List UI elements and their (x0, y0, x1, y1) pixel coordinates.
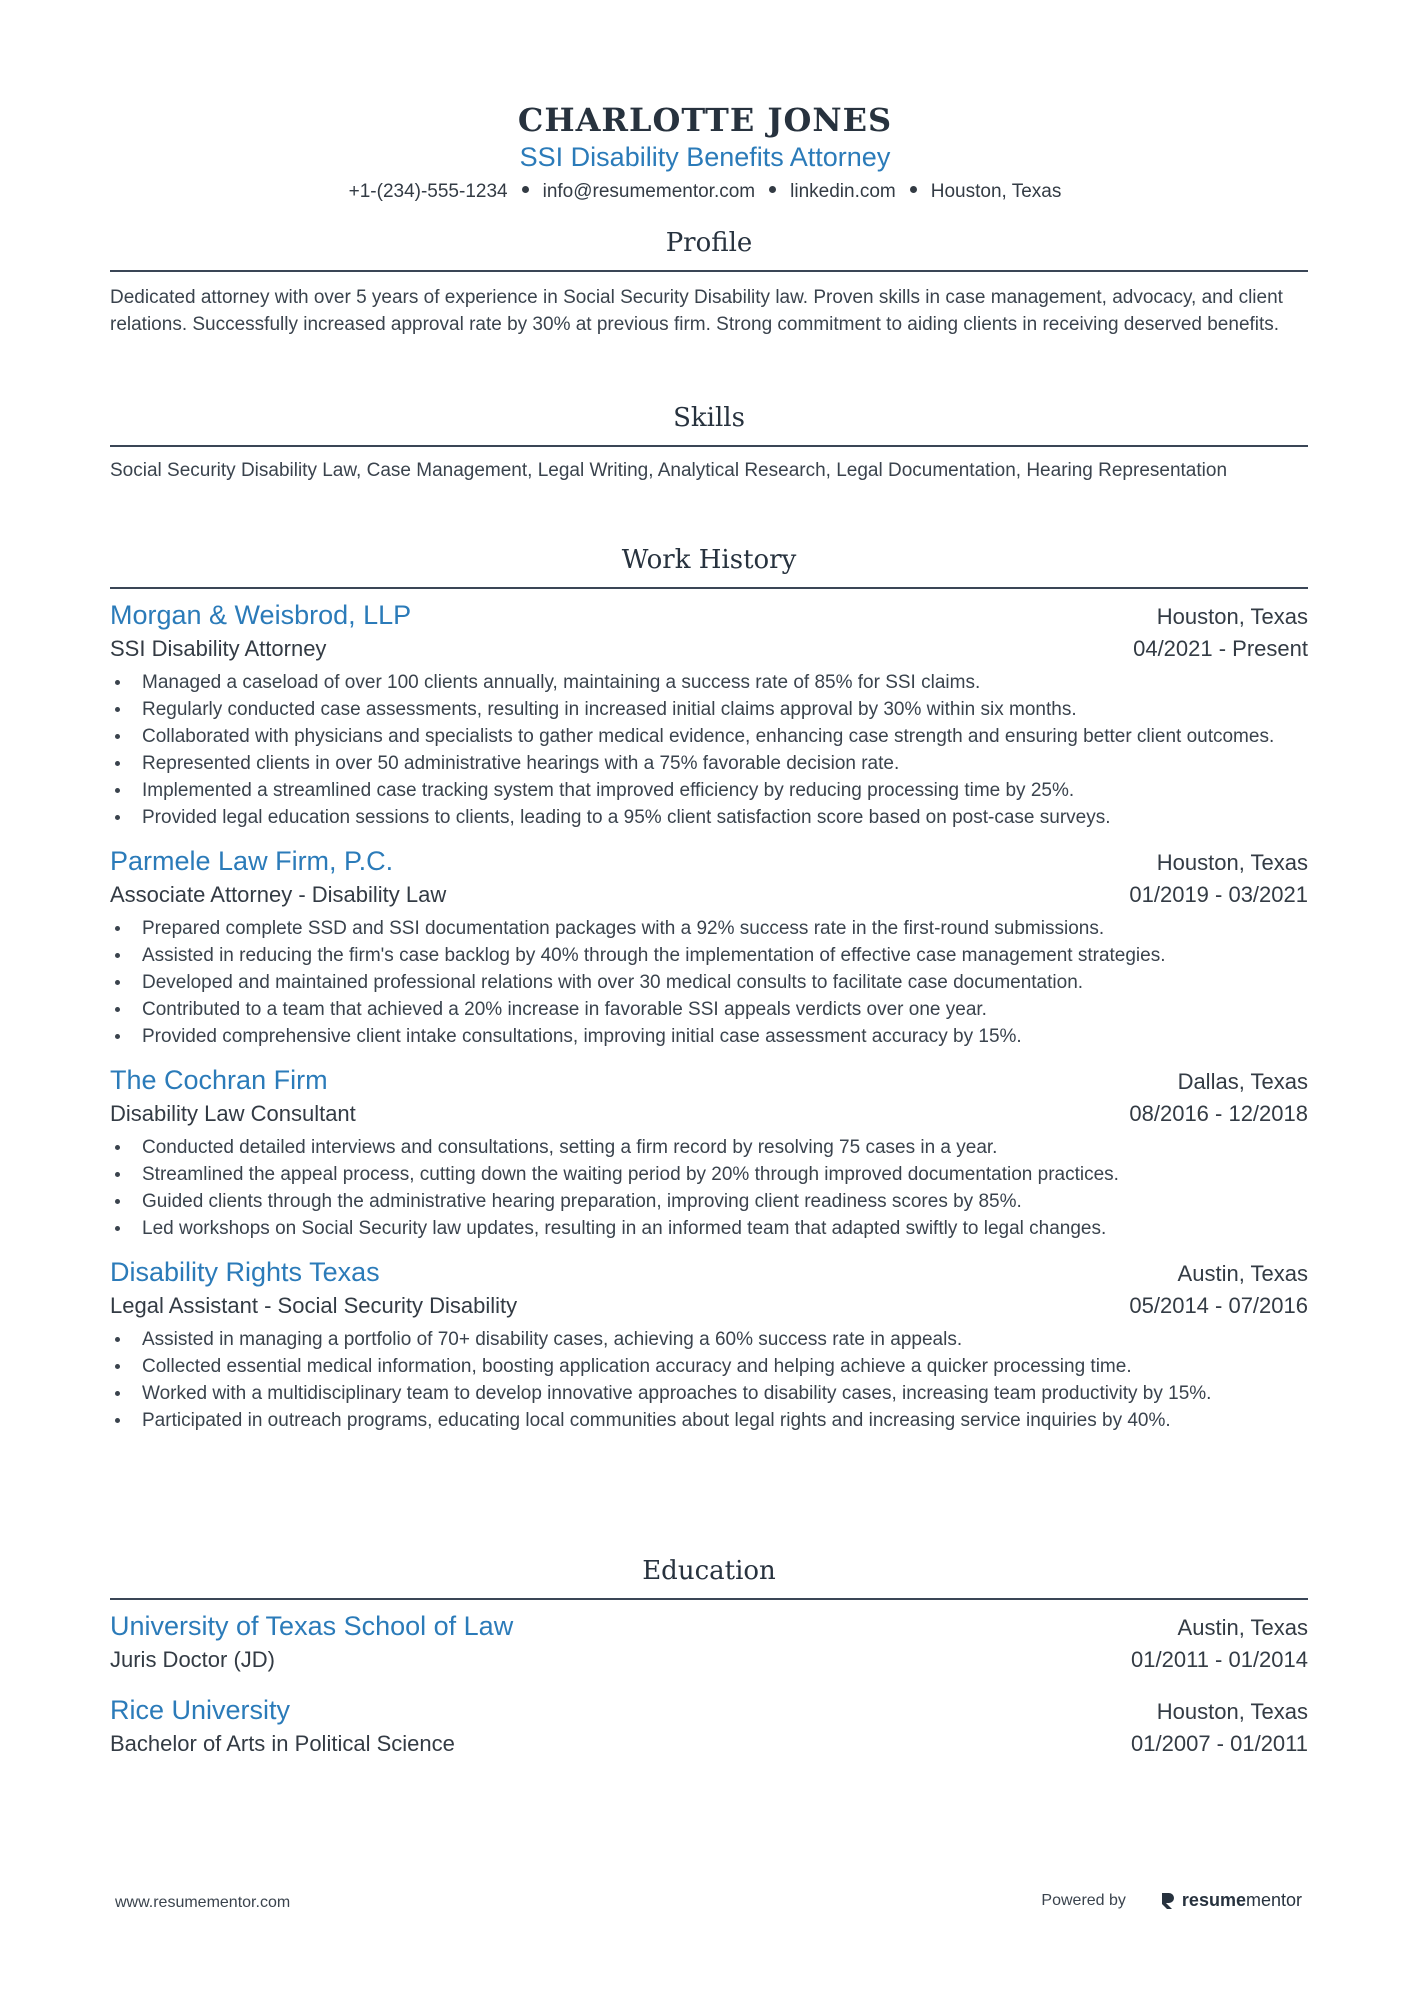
list-item: Conducted detailed interviews and consultations, setting a firm record by resolving 75 cases in a year. (110, 1134, 1308, 1161)
job-dates: 08/2016 - 12/2018 (1129, 1101, 1308, 1126)
school-name: Rice University (110, 1695, 291, 1725)
job-location: Dallas, Texas (1177, 1069, 1308, 1094)
contact-phone: +1-(234)-555-1234 (348, 181, 508, 202)
resumementor-logo-icon (1160, 1891, 1176, 1911)
education-dates: 01/2011 - 01/2014 (1131, 1647, 1308, 1672)
degree: Bachelor of Arts in Political Science (110, 1731, 455, 1756)
skills-section (110, 401, 1308, 483)
job-location: Houston, Texas (1156, 850, 1308, 875)
list-item: Assisted in reducing the firm's case backlog by 40% through the implementation of effective case management strategies. (110, 942, 1308, 969)
profile-section (110, 226, 1308, 338)
powered-by-label: Powered by (1041, 1891, 1126, 1909)
bullet-separator-icon (769, 186, 776, 193)
section-heading: Profile (110, 226, 1308, 272)
footer-branding (1041, 1890, 1302, 1911)
resume-header (0, 100, 1410, 206)
job-bullets (110, 1326, 1308, 1434)
list-item: Streamlined the appeal process, cutting down the waiting period by 20% through improved documentation practices. (110, 1161, 1308, 1188)
education-entry (110, 1692, 1308, 1760)
school-location: Austin, Texas (1177, 1615, 1308, 1640)
list-item: Prepared complete SSD and SSI documentation packages with a 92% success rate in the first-round submissions. (110, 915, 1308, 942)
list-item: Worked with a multidisciplinary team to develop innovative approaches to disability cases, increasing team productivity by 15%. (110, 1380, 1308, 1407)
job-location: Austin, Texas (1177, 1261, 1308, 1286)
education-entry (110, 1608, 1308, 1676)
list-item: Managed a caseload of over 100 clients annually, maintaining a success rate of 85% for SSI claims. (110, 669, 1308, 696)
contact-line (0, 178, 1410, 206)
section-heading: Skills (110, 401, 1308, 447)
job-entry (110, 597, 1308, 831)
job-company: Morgan & Weisbrod, LLP (110, 600, 412, 630)
job-role: Associate Attorney - Disability Law (110, 882, 447, 907)
resumementor-logo[interactable] (1160, 1890, 1302, 1911)
candidate-title: SSI Disability Benefits Attorney (519, 142, 891, 172)
school-name: University of Texas School of Law (110, 1611, 514, 1641)
job-entry (110, 843, 1308, 1050)
footer-website[interactable]: www.resumementor.com (115, 1894, 291, 1911)
degree: Juris Doctor (JD) (110, 1647, 276, 1672)
contact-email[interactable]: info@resumementor.com (542, 181, 756, 202)
list-item: Collected essential medical information, boosting application accuracy and helping achieve a quicker processing time. (110, 1353, 1308, 1380)
job-role: SSI Disability Attorney (110, 636, 327, 661)
job-dates: 01/2019 - 03/2021 (1129, 882, 1308, 907)
job-company: Parmele Law Firm, P.C. (110, 846, 394, 876)
work-history-section (110, 543, 1308, 1434)
list-item: Provided legal education sessions to clients, leading to a 95% client satisfaction score based on post-case surveys. (110, 804, 1308, 831)
job-role: Legal Assistant - Social Security Disability (110, 1293, 518, 1318)
list-item: Led workshops on Social Security law updates, resulting in an informed team that adapted swiftly to legal changes. (110, 1215, 1308, 1242)
education-dates: 01/2007 - 01/2011 (1131, 1731, 1308, 1756)
list-item: Regularly conducted case assessments, resulting in increased initial claims approval by 30% within six months. (110, 696, 1308, 723)
job-role: Disability Law Consultant (110, 1101, 356, 1126)
list-item: Collaborated with physicians and specialists to gather medical evidence, enhancing case strength and ensuring better client outcomes. (110, 723, 1308, 750)
job-company: The Cochran Firm (110, 1065, 328, 1095)
list-item: Assisted in managing a portfolio of 70+ disability cases, achieving a 60% success rate in appeals. (110, 1326, 1308, 1353)
profile-text: Dedicated attorney with over 5 years of experience in Social Security Disability law. Proven skills in case management, advocacy, and client relations. Successfully increased approval rate by 30% at previous firm. Strong commitment to aiding clients in receiving deserved benefits. (110, 287, 1283, 335)
contact-location: Houston, Texas (930, 181, 1062, 202)
education-section (110, 1554, 1308, 1760)
contact-linkedin[interactable]: linkedin.com (790, 181, 896, 202)
job-entry (110, 1062, 1308, 1242)
list-item: Represented clients in over 50 administrative hearings with a 75% favorable decision rate. (110, 750, 1308, 777)
job-location: Houston, Texas (1156, 604, 1308, 629)
skills-text: Social Security Disability Law, Case Management, Legal Writing, Analytical Research, Legal Documentation, Hearing Representation (110, 460, 1228, 481)
job-bullets (110, 669, 1308, 831)
section-heading: Work History (110, 543, 1308, 589)
job-company: Disability Rights Texas (110, 1257, 380, 1287)
list-item: Contributed to a team that achieved a 20% increase in favorable SSI appeals verdicts over one year. (110, 996, 1308, 1023)
list-item: Implemented a streamlined case tracking system that improved efficiency by reducing processing time by 25%. (110, 777, 1308, 804)
list-item: Guided clients through the administrative hearing preparation, improving client readiness scores by 85%. (110, 1188, 1308, 1215)
job-bullets (110, 1134, 1308, 1242)
job-dates: 05/2014 - 07/2016 (1129, 1293, 1308, 1318)
brand-text-light: mentor (1245, 1890, 1302, 1910)
job-dates: 04/2021 - Present (1133, 636, 1308, 661)
list-item: Participated in outreach programs, educating local communities about legal rights and increasing service inquiries by 40%. (110, 1407, 1308, 1434)
section-heading: Education (110, 1554, 1308, 1600)
list-item: Provided comprehensive client intake consultations, improving initial case assessment accuracy by 15%. (110, 1023, 1308, 1050)
brand-text-bold: resume (1181, 1890, 1246, 1910)
school-location: Houston, Texas (1156, 1699, 1308, 1724)
job-entry (110, 1254, 1308, 1434)
job-bullets (110, 915, 1308, 1050)
bullet-separator-icon (910, 186, 917, 193)
bullet-separator-icon (522, 186, 529, 193)
list-item: Developed and maintained professional relations with over 30 medical consults to facilitate case documentation. (110, 969, 1308, 996)
candidate-name: CHARLOTTE JONES (517, 101, 893, 139)
